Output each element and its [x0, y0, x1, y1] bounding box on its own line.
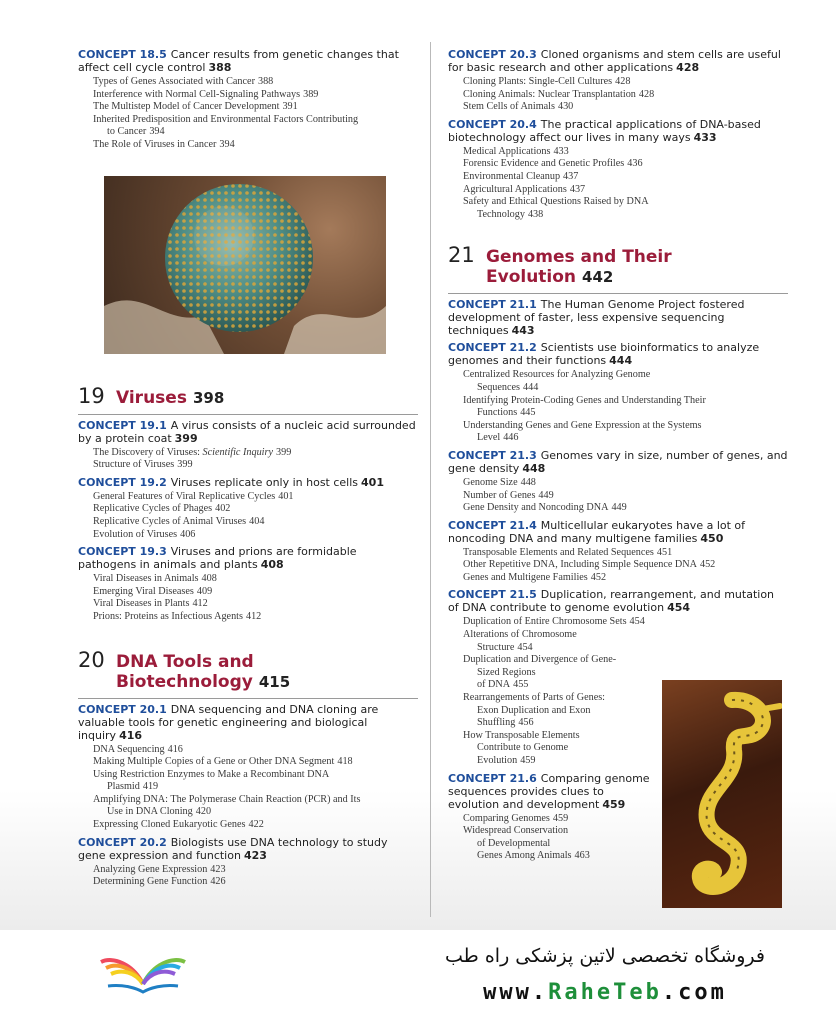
- topic-item: Duplication and Divergence of Gene- Sized Regions of DNA 455: [463, 654, 617, 691]
- topic-item: Viral Diseases in Animals 408: [93, 573, 217, 585]
- topic-list: [78, 76, 418, 152]
- topic-item: Agricultural Applications 437: [463, 183, 586, 195]
- concept-20-2: CONCEPT 20.2 Biologists use DNA technology to study gene expression and function 423: [78, 835, 388, 862]
- topic-list: [448, 76, 788, 114]
- topic-item: How Transposable Elements Contribute to Genome Evolution 459: [463, 729, 580, 766]
- topic-item: Interference with Normal Cell-Signaling Pathways 389: [93, 88, 319, 100]
- section-rule: [448, 293, 788, 294]
- chapter-number: 20: [78, 647, 105, 672]
- seahorse-illustration: [662, 680, 782, 908]
- topic-item: Structure of Viruses 399: [93, 459, 193, 471]
- concept-19-2: CONCEPT 19.2 Viruses replicate only in host cells 401: [78, 475, 384, 489]
- concept-21-1: CONCEPT 21.1 The Human Genome Project fostered development of faster, less expensive sequencing techniques 443: [448, 298, 745, 338]
- section-rule: [78, 414, 418, 415]
- topic-list: [448, 547, 788, 585]
- topic-item: Rearrangements of Parts of Genes: Exon Duplication and Exon Shuffling 456: [463, 692, 606, 729]
- topic-item: Cloning Plants: Single-Cell Cultures 428: [463, 76, 631, 87]
- topic-item: The Multistep Model of Cancer Development 391: [93, 101, 298, 113]
- left-column: [78, 44, 418, 889]
- chapter-page: 415: [258, 672, 291, 691]
- chapter-title: Viruses: [116, 387, 187, 408]
- topic-item: Expressing Cloned Eukaryotic Genes 422: [93, 819, 264, 831]
- concept-21-2: CONCEPT 21.2 Scientists use bioinformatics to analyze genomes and their functions 444: [448, 341, 760, 368]
- concept-19-3: CONCEPT 19.3 Viruses and prions are formidable pathogens in animals and plants 408: [78, 545, 357, 572]
- concept-number: CONCEPT 18.5: [78, 48, 167, 61]
- topic-list: [78, 491, 418, 541]
- concept-title: Cancer results from genetic changes that affect cell cycle control: [78, 48, 399, 74]
- topic-list: [448, 369, 788, 445]
- store-url[interactable]: www.RaheTeb.com: [483, 980, 727, 1005]
- concept-20-3: CONCEPT 20.3 Cloned organisms and stem cells are useful for basic research and other applications 428: [448, 48, 781, 74]
- topic-item: Gene Density and Noncoding DNA 449: [463, 502, 627, 514]
- topic-item: Other Repetitive DNA, Including Simple Sequence DNA 452: [463, 559, 716, 571]
- topic-item: Identifying Protein-Coding Genes and Understanding Their Functions 445: [463, 394, 706, 419]
- concept-20-1: CONCEPT 20.1 DNA sequencing and DNA cloning are valuable tools for genetic engineering and biological inquiry 416: [78, 702, 379, 742]
- topic-item: Analyzing Gene Expression 423: [93, 863, 226, 875]
- topic-item: Making Multiple Copies of a Gene or Other DNA Segment 418: [93, 756, 353, 768]
- virus-illustration: [104, 176, 386, 354]
- topic-item: Understanding Genes and Gene Expression at the Systems Level 446: [463, 419, 702, 444]
- topic-item: Viral Diseases in Plants 412: [93, 598, 208, 610]
- chapter-21-heading: [448, 243, 788, 287]
- chapter-title: Genomes and Their Evolution 442: [486, 247, 672, 288]
- virus-micrograph-image: [104, 176, 386, 354]
- concept-page: 388: [208, 61, 232, 74]
- topic-list: [78, 447, 418, 472]
- topic-item: Number of Genes 449: [463, 489, 554, 501]
- topic-item: Comparing Genomes 459: [463, 812, 569, 824]
- store-name: فروشگاه تخصصی لاتین پزشکی راه طب: [445, 945, 765, 967]
- concept-21-5: CONCEPT 21.5 Duplication, rearrangement, and mutation of DNA contribute to genome evolution 454: [448, 588, 775, 615]
- topic-item: DNA Sequencing 416: [93, 743, 183, 755]
- topic-item: Alterations of Chromosome Structure 454: [463, 629, 577, 653]
- topic-item: Transposable Elements and Related Sequences 451: [463, 546, 673, 558]
- concept-20-4: CONCEPT 20.4 The practical applications of DNA-based biotechnology affect our lives in many ways 433: [448, 117, 761, 144]
- topic-item: Cloning Animals: Nuclear Transplantation 428: [463, 88, 655, 100]
- column-divider: [430, 42, 431, 917]
- section-rule: [78, 698, 418, 699]
- topic-item: Emerging Viral Diseases 409: [93, 585, 213, 597]
- topic-list: [448, 477, 788, 515]
- topic-list: [448, 146, 788, 222]
- topic-item: Medical Applications 433: [463, 145, 569, 157]
- chapter-number: 19: [78, 383, 105, 408]
- topic-item: Environmental Cleanup 437: [463, 170, 579, 182]
- concept-21-4: CONCEPT 21.4 Multicellular eukaryotes have a lot of noncoding DNA and many multigene families 450: [448, 518, 746, 545]
- topic-item: Centralized Resources for Analyzing Genome Sequences 444: [463, 369, 651, 393]
- chapter-19-heading: [78, 384, 418, 408]
- topic-item: Prions: Proteins as Infectious Agents 412: [93, 610, 262, 622]
- concept-19-1: CONCEPT 19.1 A virus consists of a nucleic acid surrounded by a protein coat 399: [78, 418, 416, 445]
- topic-item: Types of Genes Associated with Cancer 388: [93, 76, 274, 87]
- topic-item: Duplication of Entire Chromosome Sets 454: [463, 616, 645, 628]
- chapter-page: 398: [192, 388, 225, 407]
- chapter-page: 442: [582, 268, 614, 287]
- chapter-title: DNA Tools and Biotechnology 415: [116, 651, 291, 692]
- topic-list: [78, 744, 418, 832]
- topic-list: [78, 573, 418, 623]
- topic-list: [78, 864, 418, 889]
- topic-item: Genes and Multigene Families 452: [463, 571, 607, 583]
- topic-item: The Role of Viruses in Cancer 394: [93, 138, 235, 150]
- topic-item: Widespread Conservation of Developmental Genes Among Animals 463: [463, 825, 590, 862]
- topic-item: Amplifying DNA: The Polymerase Chain Reaction (PCR) and Its Use in DNA Cloning 420: [93, 793, 361, 818]
- book-logo-icon: [98, 944, 188, 1004]
- concept-21-6: CONCEPT 21.6 Comparing genome sequences provides clues to evolution and development 459: [448, 771, 650, 811]
- topic-item: General Features of Viral Replicative Cycles 401: [93, 490, 294, 502]
- topic-item: Replicative Cycles of Animal Viruses 404: [93, 515, 265, 527]
- seahorse-photo-image: [662, 680, 782, 908]
- topic-item: Stem Cells of Animals 430: [463, 101, 574, 113]
- concept-21-3: CONCEPT 21.3 Genomes vary in size, number of genes, and gene density 448: [448, 448, 788, 475]
- topic-item: Forensic Evidence and Genetic Profiles 436: [463, 158, 643, 170]
- topic-item: Determining Gene Function 426: [93, 876, 226, 888]
- chapter-number: 21: [448, 243, 475, 268]
- topic-item: Evolution of Viruses 406: [93, 528, 196, 540]
- concept-18-5: [78, 48, 418, 74]
- topic-item: Using Restriction Enzymes to Make a Recombinant DNA Plasmid 419: [93, 768, 330, 793]
- chapter-20-heading: [78, 648, 418, 692]
- topic-item: Genome Size 448: [463, 476, 536, 488]
- topic-item: The Discovery of Viruses: Scientific Inquiry 399: [93, 446, 292, 458]
- topic-item: Safety and Ethical Questions Raised by DNA Technology 438: [463, 196, 649, 220]
- topic-item: Inherited Predisposition and Environmental Factors Contributing to Cancer 394: [93, 113, 359, 138]
- topic-item: Replicative Cycles of Phages 402: [93, 503, 231, 515]
